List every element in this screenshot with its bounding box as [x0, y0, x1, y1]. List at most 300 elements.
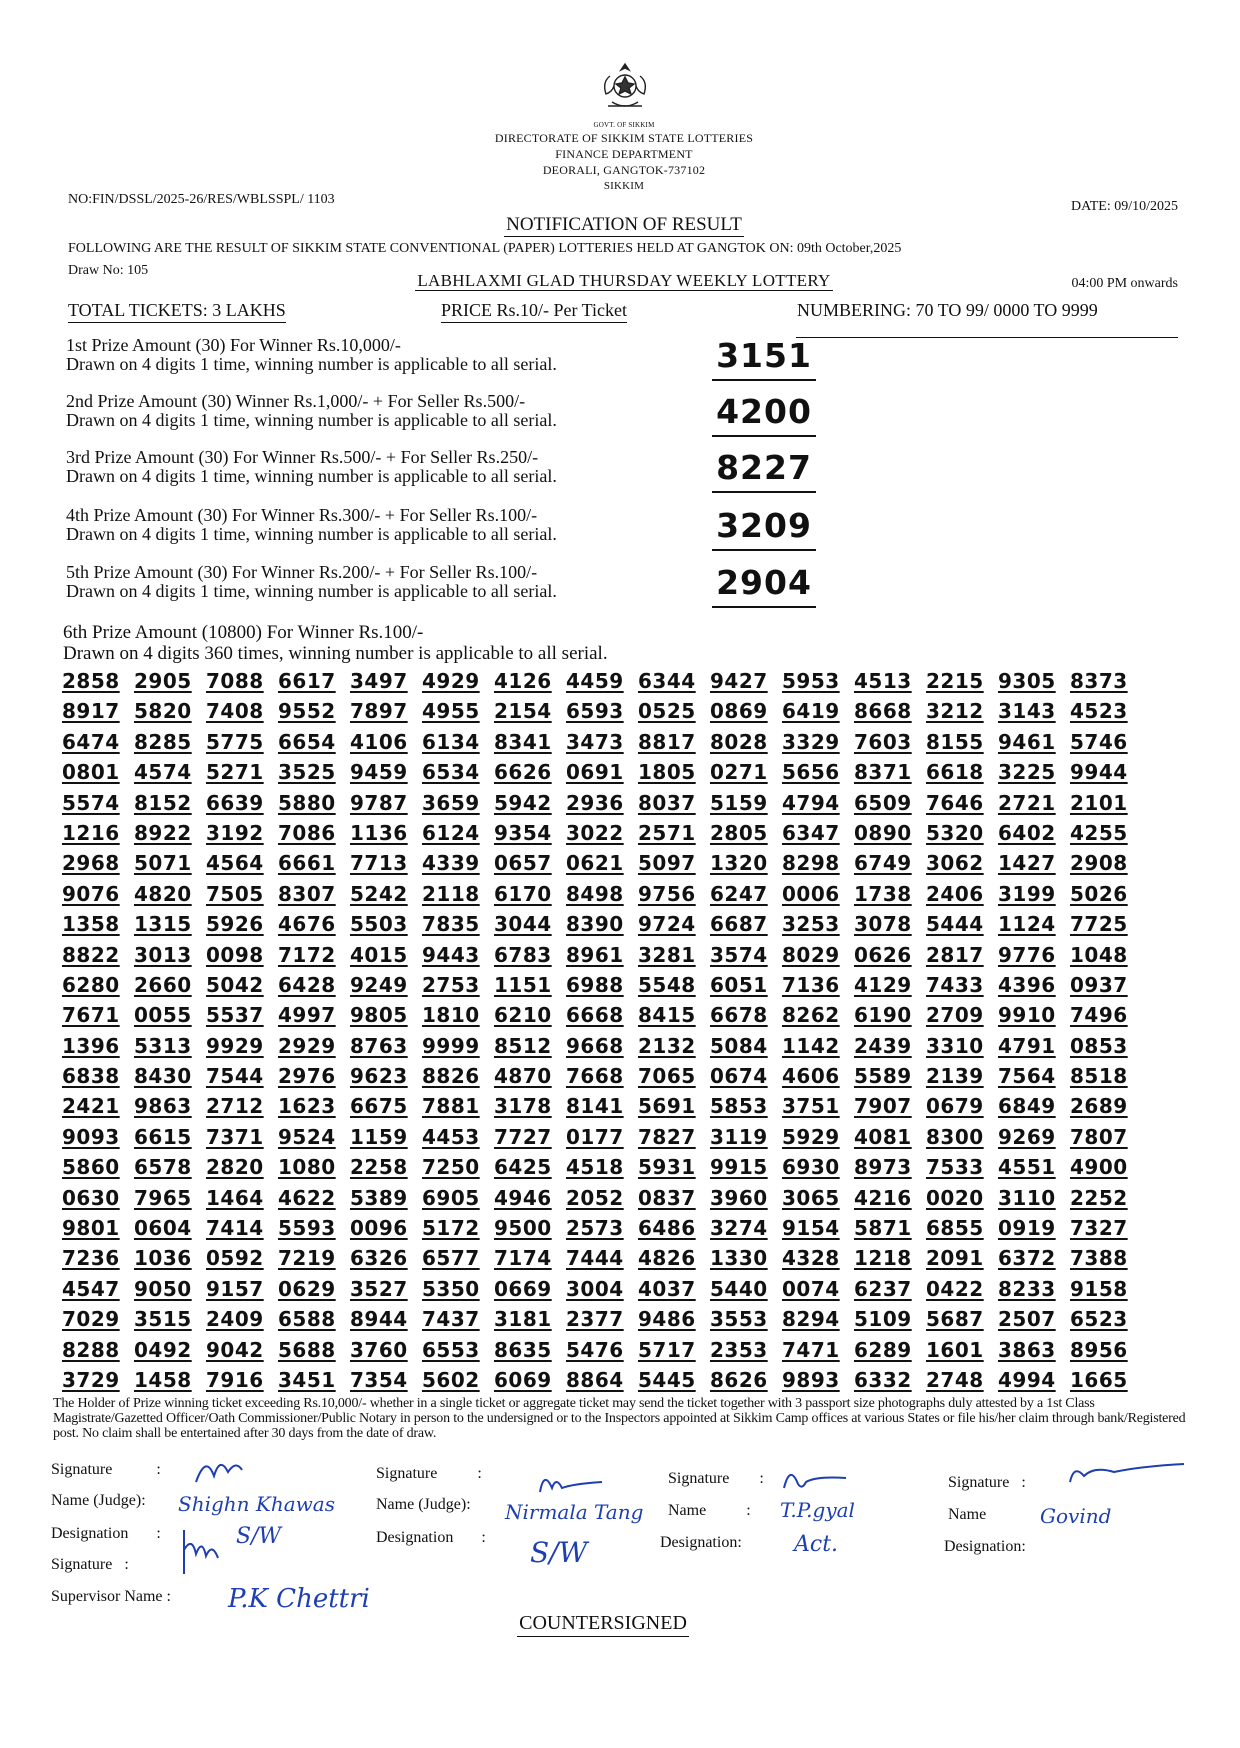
- prize-6-number: 0020: [926, 1185, 984, 1210]
- prize-5-description: [66, 563, 706, 601]
- prize-6-number: 4994: [998, 1367, 1056, 1392]
- prize-6-number: 8973: [854, 1155, 912, 1180]
- prize-6-number: 9158: [1070, 1276, 1128, 1301]
- prize-6-number: 3574: [710, 942, 768, 967]
- prize-6-number: 6344: [638, 669, 696, 693]
- prize-6-number: 8922: [134, 820, 192, 845]
- prize-6-number: 2139: [926, 1064, 984, 1089]
- sig1-name-label: Name (Judge):: [51, 1492, 146, 1509]
- prize-6-number: 7725: [1070, 912, 1128, 937]
- prize-6-number: 2101: [1070, 790, 1128, 815]
- prize-6-number: 6280: [62, 972, 120, 997]
- prize-6-number: 7088: [206, 669, 264, 693]
- prize-6-number: 7505: [206, 881, 264, 906]
- sig1-designation-value: S/W: [236, 1524, 282, 1549]
- prize-6-number: 1218: [854, 1246, 912, 1271]
- prize-6-number: 7897: [350, 699, 408, 724]
- prize-6-number: 3515: [134, 1307, 192, 1332]
- prize-6-number: 5503: [350, 912, 408, 937]
- prize-6-number: 7646: [926, 790, 984, 815]
- prize-6-number: 5688: [278, 1337, 336, 1362]
- prize-6-number: 8961: [566, 942, 624, 967]
- prize-6-number: 6617: [278, 669, 336, 693]
- sig1-signature-label: Signature :: [51, 1461, 161, 1478]
- prize-6-number: 6372: [998, 1246, 1056, 1271]
- prize-6-number: 2689: [1070, 1094, 1128, 1119]
- prize-6-number: 5820: [134, 699, 192, 724]
- prize-6-number: 6749: [854, 851, 912, 876]
- prize-6-number: 8141: [566, 1094, 624, 1119]
- prize-6-number: 5350: [422, 1276, 480, 1301]
- prize-6-number: 5775: [206, 729, 264, 754]
- prize-6-number: 2712: [206, 1094, 264, 1119]
- ticket-price: [441, 300, 627, 321]
- prize-6-number: 2817: [926, 942, 984, 967]
- prize-6-number: 5574: [62, 790, 120, 815]
- prize-6-number: 6419: [782, 699, 840, 724]
- sig1-signature2-label: Signature :: [51, 1556, 129, 1573]
- prize-6-number: 5687: [926, 1307, 984, 1332]
- prize-6-number: 2660: [134, 972, 192, 997]
- prize-6-number: 6578: [134, 1155, 192, 1180]
- prize-6-number: 3525: [278, 760, 336, 785]
- prize-6-amount: 6th Prize Amount (10800) For Winner Rs.100/-: [63, 622, 424, 643]
- sig4-designation-label: Designation:: [944, 1538, 1026, 1555]
- prize-6-number: 7414: [206, 1216, 264, 1241]
- prize-5-rule: Drawn on 4 digits 1 time, winning number is applicable to all serial.: [66, 581, 557, 601]
- prize-6-number: 9623: [350, 1064, 408, 1089]
- prize-6-number: 8817: [638, 729, 696, 754]
- prize-6-number: 7564: [998, 1064, 1056, 1089]
- prize-6-number: 7250: [422, 1155, 480, 1180]
- prize-6-number: 8763: [350, 1033, 408, 1058]
- prize-6-number: 2258: [350, 1155, 408, 1180]
- prize-6-number: 2929: [278, 1033, 336, 1058]
- prize-6-number: 1358: [62, 912, 120, 937]
- prize-6-number: 2721: [998, 790, 1056, 815]
- prize-6-number: 9944: [1070, 760, 1128, 785]
- sig3-signature-icon: [776, 1462, 856, 1502]
- prize-6-number: 3497: [350, 669, 408, 693]
- prize-6-number: 0801: [62, 760, 120, 785]
- prize-6-number: 2571: [638, 820, 696, 845]
- prize-6-number: 3751: [782, 1094, 840, 1119]
- prize-6-number: 5880: [278, 790, 336, 815]
- prize-6-number: 4606: [782, 1064, 840, 1089]
- prize-6-number: 4826: [638, 1246, 696, 1271]
- prize-6-number: 3212: [926, 699, 984, 724]
- lottery-name-text: LABHLAXMI GLAD THURSDAY WEEKLY LOTTERY: [417, 271, 831, 290]
- prize-1-rule: Drawn on 4 digits 1 time, winning number is applicable to all serial.: [66, 354, 557, 374]
- prize-6-number: 5071: [134, 851, 192, 876]
- prize-6-number: 3659: [422, 790, 480, 815]
- prize-6-number: 1738: [854, 881, 912, 906]
- prize-2-number: 4200: [712, 392, 816, 437]
- prize-6-number: 9524: [278, 1124, 336, 1149]
- prize-6-number: 5593: [278, 1216, 336, 1241]
- prize-6-number: 3062: [926, 851, 984, 876]
- prize-6-number: 7388: [1070, 1246, 1128, 1271]
- sig4-signature-icon: [1064, 1460, 1194, 1494]
- prize-6-number: 8262: [782, 1003, 840, 1028]
- prize-6-number: 7881: [422, 1094, 480, 1119]
- prize-6-number: 6849: [998, 1094, 1056, 1119]
- prize-6-number: 3022: [566, 820, 624, 845]
- prize-6-number: 8028: [710, 729, 768, 754]
- prize-6-number: 0422: [926, 1276, 984, 1301]
- prize-6-number: 2406: [926, 881, 984, 906]
- numbering-range: NUMBERING: 70 TO 99/ 0000 TO 9999: [797, 300, 1098, 320]
- prize-6-number: 1216: [62, 820, 120, 845]
- sig1-signature-icon: [188, 1452, 248, 1492]
- prize-6-number: 6474: [62, 729, 120, 754]
- prize-6-number: 9459: [350, 760, 408, 785]
- sig1-supervisor-label: Supervisor Name :: [51, 1588, 171, 1605]
- prize-6-number: 4676: [278, 912, 336, 937]
- prize-3-rule: Drawn on 4 digits 1 time, winning number is applicable to all serial.: [66, 466, 557, 486]
- prize-6-number: 7371: [206, 1124, 264, 1149]
- prize-6-number: 3078: [854, 912, 912, 937]
- prize-6-number: 7907: [854, 1094, 912, 1119]
- prize-6-number: 9552: [278, 699, 336, 724]
- prize-6-number: 0674: [710, 1064, 768, 1089]
- notification-date: DATE: 09/10/2025: [1071, 199, 1178, 214]
- prize-6-number: 1464: [206, 1185, 264, 1210]
- prize-6-number: 0837: [638, 1185, 696, 1210]
- prize-6-number: 4547: [62, 1276, 120, 1301]
- prize-6-number: 4791: [998, 1033, 1056, 1058]
- prize-6-number: 8307: [278, 881, 336, 906]
- prize-6-number: 0626: [854, 942, 912, 967]
- prize-6-number: 7668: [566, 1064, 624, 1089]
- prize-6-number: 3192: [206, 820, 264, 845]
- prize-6-number: 8498: [566, 881, 624, 906]
- prize-6-number: 7408: [206, 699, 264, 724]
- prize-6-number: 8512: [494, 1033, 552, 1058]
- prize-6-number: 6332: [854, 1367, 912, 1392]
- prize-6-number: 8430: [134, 1064, 192, 1089]
- prize-6-number: 3253: [782, 912, 840, 937]
- prize-6-number: 9500: [494, 1216, 552, 1241]
- claim-footnote: The Holder of Prize winning ticket exceeding Rs.10,000/- whether in a single ticket or aggregate ticket may send the ticket together with 3 passport size photographs duly attested by a 1st Class Magistrate/Gazetted Officer/Oath Commissioner/Public Notary in person to the undersigned or to the Inspectors appointed at Sikkim Camp offices at various States or file his/her claim through bank/Registered post. No claim shall be entertained after 30 days from the date of draw.: [53, 1396, 1186, 1441]
- prize-6-number: 3553: [710, 1307, 768, 1332]
- prize-6-number: 2936: [566, 790, 624, 815]
- prize-6-number: 7471: [782, 1337, 840, 1362]
- prize-6-number: 4946: [494, 1185, 552, 1210]
- prize-6-number: 6170: [494, 881, 552, 906]
- prize-6-number: 6051: [710, 972, 768, 997]
- draw-time: 04:00 PM onwards: [1071, 276, 1178, 291]
- prize-6-number: 1623: [278, 1094, 336, 1119]
- prize-6-number: 4997: [278, 1003, 336, 1028]
- prize-6-number: 4870: [494, 1064, 552, 1089]
- sig2-name-label: Name (Judge):: [376, 1496, 471, 1513]
- prize-6-number: 8155: [926, 729, 984, 754]
- prize-6-number: 1810: [422, 1003, 480, 1028]
- prize-6-number: 4255: [1070, 820, 1128, 845]
- total-tickets-text: TOTAL TICKETS: 3 LAKHS: [68, 300, 286, 323]
- prize-6-number: 3863: [998, 1337, 1056, 1362]
- prize-6-number: 6210: [494, 1003, 552, 1028]
- prize-6-number: 9787: [350, 790, 408, 815]
- prize-6-number: 7236: [62, 1246, 120, 1271]
- prize-6-number: 3310: [926, 1033, 984, 1058]
- prize-3-amount: 3rd Prize Amount (30) For Winner Rs.500/- + For Seller Rs.250/-: [66, 447, 539, 467]
- prize-6-number: 2507: [998, 1307, 1056, 1332]
- prize-6-number: 8294: [782, 1307, 840, 1332]
- prize-6-number: 3451: [278, 1367, 336, 1392]
- prize-6-number: 9427: [710, 669, 768, 693]
- prize-6-number: 8864: [566, 1367, 624, 1392]
- prize-6-number: 7533: [926, 1155, 984, 1180]
- prize-6-number: 9042: [206, 1337, 264, 1362]
- prize-6-number: 6124: [422, 820, 480, 845]
- prize-6-number: 7713: [350, 851, 408, 876]
- prize-6-number: 5860: [62, 1155, 120, 1180]
- emblem-label: GOVT. OF SIKKIM: [593, 121, 655, 129]
- prize-6-number: 5929: [782, 1124, 840, 1149]
- address: DEORALI, GANGTOK-737102: [542, 163, 706, 177]
- prize-6-number: 7807: [1070, 1124, 1128, 1149]
- prize-6-number: 6618: [926, 760, 984, 785]
- prize-6-number: 0271: [710, 760, 768, 785]
- prize-6-number: 9756: [638, 881, 696, 906]
- prize-6-number: 9486: [638, 1307, 696, 1332]
- prize-6-number: 7219: [278, 1246, 336, 1271]
- prize-6-number: 8956: [1070, 1337, 1128, 1362]
- prize-6-number: 5548: [638, 972, 696, 997]
- prize-6-number: 2976: [278, 1064, 336, 1089]
- prize-6-number: 2805: [710, 820, 768, 845]
- prize-6-number: 1601: [926, 1337, 984, 1362]
- prize-6-number: 5476: [566, 1337, 624, 1362]
- prize-6-number: 8298: [782, 851, 840, 876]
- prize-6-number: 9076: [62, 881, 120, 906]
- prize-6-number: 4129: [854, 972, 912, 997]
- prize-6-number: 9805: [350, 1003, 408, 1028]
- prize-6-number: 0669: [494, 1276, 552, 1301]
- prize-6-number: 4106: [350, 729, 408, 754]
- prize-6-number: 0691: [566, 760, 624, 785]
- prize-6-number: 3119: [710, 1124, 768, 1149]
- prize-2-amount: 2nd Prize Amount (30) Winner Rs.1,000/- + For Seller Rs.500/-: [66, 391, 526, 411]
- sig1-name-value: Shighn Khawas: [178, 1492, 335, 1516]
- prize-6-number: 5320: [926, 820, 984, 845]
- prize-6-number: 7444: [566, 1246, 624, 1271]
- prize-6-number: 5026: [1070, 881, 1128, 906]
- prize-6-number: 6534: [422, 760, 480, 785]
- prize-6-number: 6687: [710, 912, 768, 937]
- prize-6-number: 4564: [206, 851, 264, 876]
- prize-6-number: 4513: [854, 669, 912, 693]
- prize-6-number: 4081: [854, 1124, 912, 1149]
- prize-6-number: 2132: [638, 1033, 696, 1058]
- prize-6-number: 9668: [566, 1033, 624, 1058]
- sig1-signature2-icon: [176, 1520, 236, 1580]
- prize-6-number: 6326: [350, 1246, 408, 1271]
- prize-6-number: 6486: [638, 1216, 696, 1241]
- department-name: FINANCE DEPARTMENT: [555, 147, 693, 161]
- sig3-name-value: T.P.gyal: [780, 1498, 855, 1522]
- prize-6-number: 1665: [1070, 1367, 1128, 1392]
- prize-6-number: 1151: [494, 972, 552, 997]
- prize-6-number: 5445: [638, 1367, 696, 1392]
- prize-6-number: 1124: [998, 912, 1056, 937]
- prize-6-number: 0630: [62, 1185, 120, 1210]
- prize-6-number: 6523: [1070, 1307, 1128, 1332]
- prize-6-number: 3004: [566, 1276, 624, 1301]
- prize-6-number: 4339: [422, 851, 480, 876]
- prize-6-number: 4820: [134, 881, 192, 906]
- prize-6-number: 2439: [854, 1033, 912, 1058]
- prize-6-number: 6134: [422, 729, 480, 754]
- prize-6-number: 5159: [710, 790, 768, 815]
- prize-6-number: 5871: [854, 1216, 912, 1241]
- prize-6-number: 0098: [206, 942, 264, 967]
- prize-6-number: 0869: [710, 699, 768, 724]
- prize-6-number: 7544: [206, 1064, 264, 1089]
- prize-6-number: 4037: [638, 1276, 696, 1301]
- prize-6-number: 1048: [1070, 942, 1128, 967]
- prize-6-number: 6930: [782, 1155, 840, 1180]
- prize-6-number: 5853: [710, 1094, 768, 1119]
- prize-6-number: 5942: [494, 790, 552, 815]
- prize-1-number: 3151: [712, 336, 816, 381]
- prize-6-number: 2154: [494, 699, 552, 724]
- prize-6-number: 8635: [494, 1337, 552, 1362]
- prize-6-number: 1427: [998, 851, 1056, 876]
- prize-6-number: 2968: [62, 851, 120, 876]
- prize-6-number: 2409: [206, 1307, 264, 1332]
- prize-6-number: 0177: [566, 1124, 624, 1149]
- prize-4-rule: Drawn on 4 digits 1 time, winning number is applicable to all serial.: [66, 524, 557, 544]
- prize-6-number: 7172: [278, 942, 336, 967]
- prize-6-number: 9249: [350, 972, 408, 997]
- prize-6-number: 6678: [710, 1003, 768, 1028]
- sig2-name-value: Nirmala Tang: [505, 1500, 644, 1524]
- prize-6-number: 8288: [62, 1337, 120, 1362]
- prize-6-number: 5109: [854, 1307, 912, 1332]
- prize-6-number: 8371: [854, 760, 912, 785]
- prize-4-description: [66, 506, 706, 544]
- prize-6-number: 4551: [998, 1155, 1056, 1180]
- prize-6-number: 6069: [494, 1367, 552, 1392]
- prize-6-number: 8626: [710, 1367, 768, 1392]
- prize-6-number: 2753: [422, 972, 480, 997]
- prize-6-number: 3065: [782, 1185, 840, 1210]
- prize-6-number: 6639: [206, 790, 264, 815]
- prize-6-number: 9154: [782, 1216, 840, 1241]
- prize-6-number: 6347: [782, 820, 840, 845]
- prize-6-number: 8415: [638, 1003, 696, 1028]
- prize-6-number: 0006: [782, 881, 840, 906]
- prize-6-number: 5444: [926, 912, 984, 937]
- prize-6-number: 7916: [206, 1367, 264, 1392]
- prize-6-number: 6668: [566, 1003, 624, 1028]
- prize-6-number: 7086: [278, 820, 336, 845]
- prize-6-number: 0890: [854, 820, 912, 845]
- prize-6-number: 0937: [1070, 972, 1128, 997]
- state-name: SIKKIM: [603, 180, 645, 192]
- prize-6-number: 2421: [62, 1094, 120, 1119]
- prize-6-number: 6783: [494, 942, 552, 967]
- prize-6-number: 3760: [350, 1337, 408, 1362]
- prize-6-number: 5656: [782, 760, 840, 785]
- prize-6-number: 9157: [206, 1276, 264, 1301]
- prize-6-number: 6553: [422, 1337, 480, 1362]
- prize-2-rule: Drawn on 4 digits 1 time, winning number is applicable to all serial.: [66, 410, 557, 430]
- prize-6-number: 6855: [926, 1216, 984, 1241]
- prize-4-amount: 4th Prize Amount (30) For Winner Rs.300/- + For Seller Rs.100/-: [66, 505, 538, 525]
- prize-5-amount: 5th Prize Amount (30) For Winner Rs.200/- + For Seller Rs.100/-: [66, 562, 538, 582]
- prize-6-number: 1036: [134, 1246, 192, 1271]
- prize-6-number: 7327: [1070, 1216, 1128, 1241]
- prize-6-number: 6425: [494, 1155, 552, 1180]
- prize-4-number: 3209: [712, 506, 816, 551]
- prize-6-number: 7827: [638, 1124, 696, 1149]
- prize-6-number: 4955: [422, 699, 480, 724]
- prize-6-number: 5953: [782, 669, 840, 693]
- prize-6-number: 3329: [782, 729, 840, 754]
- prize-3-description: [66, 448, 706, 486]
- prize-6-number: 6402: [998, 820, 1056, 845]
- prize-6-number: 2377: [566, 1307, 624, 1332]
- prize-6-number: 0629: [278, 1276, 336, 1301]
- prize-6-number: 8826: [422, 1064, 480, 1089]
- prize-6-number: 4015: [350, 942, 408, 967]
- prize-6-number: 0604: [134, 1216, 192, 1241]
- prize-6-number: 4574: [134, 760, 192, 785]
- prize-6-number: 9893: [782, 1367, 840, 1392]
- prize-6-number: 8300: [926, 1124, 984, 1149]
- prize-6-number: 7433: [926, 972, 984, 997]
- prize-6-number: 8668: [854, 699, 912, 724]
- prize-6-number: 3473: [566, 729, 624, 754]
- prize-6-number: 8285: [134, 729, 192, 754]
- prize-6-number: 4929: [422, 669, 480, 693]
- prize-6-number: 9269: [998, 1124, 1056, 1149]
- prize-6-number: 8029: [782, 942, 840, 967]
- prize-6-number: 9354: [494, 820, 552, 845]
- prize-6-number: 3527: [350, 1276, 408, 1301]
- intro-text: FOLLOWING ARE THE RESULT OF SIKKIM STATE CONVENTIONAL (PAPER) LOTTERIES HELD AT GANGTOK ON: 09th October,2025: [68, 241, 902, 256]
- prize-6-number: 5042: [206, 972, 264, 997]
- prize-6-number: 8917: [62, 699, 120, 724]
- prize-6-number: 2908: [1070, 851, 1128, 876]
- draw-number: Draw No: 105: [68, 263, 149, 278]
- prize-6-number: 6577: [422, 1246, 480, 1271]
- prize-6-number: 4459: [566, 669, 624, 693]
- prize-6-number: 6588: [278, 1307, 336, 1332]
- prize-6-number: 8233: [998, 1276, 1056, 1301]
- prize-6-number: 9915: [710, 1155, 768, 1180]
- prize-3-number: 8227: [712, 448, 816, 493]
- sig4-name-value: Govind: [1040, 1504, 1112, 1528]
- numbering-underline: [796, 337, 1178, 338]
- page-title: [0, 214, 1240, 236]
- prize-6-number: 3225: [998, 760, 1056, 785]
- sig2-designation-label: Designation :: [376, 1529, 486, 1546]
- prize-6-number: 5746: [1070, 729, 1128, 754]
- prize-6-number: 6190: [854, 1003, 912, 1028]
- prize-6-number: 7496: [1070, 1003, 1128, 1028]
- prize-6-number: 3729: [62, 1367, 120, 1392]
- prize-6-number: 8390: [566, 912, 624, 937]
- prize-6-number: 2905: [134, 669, 192, 693]
- prize-6-number: 8341: [494, 729, 552, 754]
- reference-number: NO:FIN/DSSL/2025-26/RES/WBLSSPL/ 1103: [68, 192, 335, 207]
- prize-6-number: 6593: [566, 699, 624, 724]
